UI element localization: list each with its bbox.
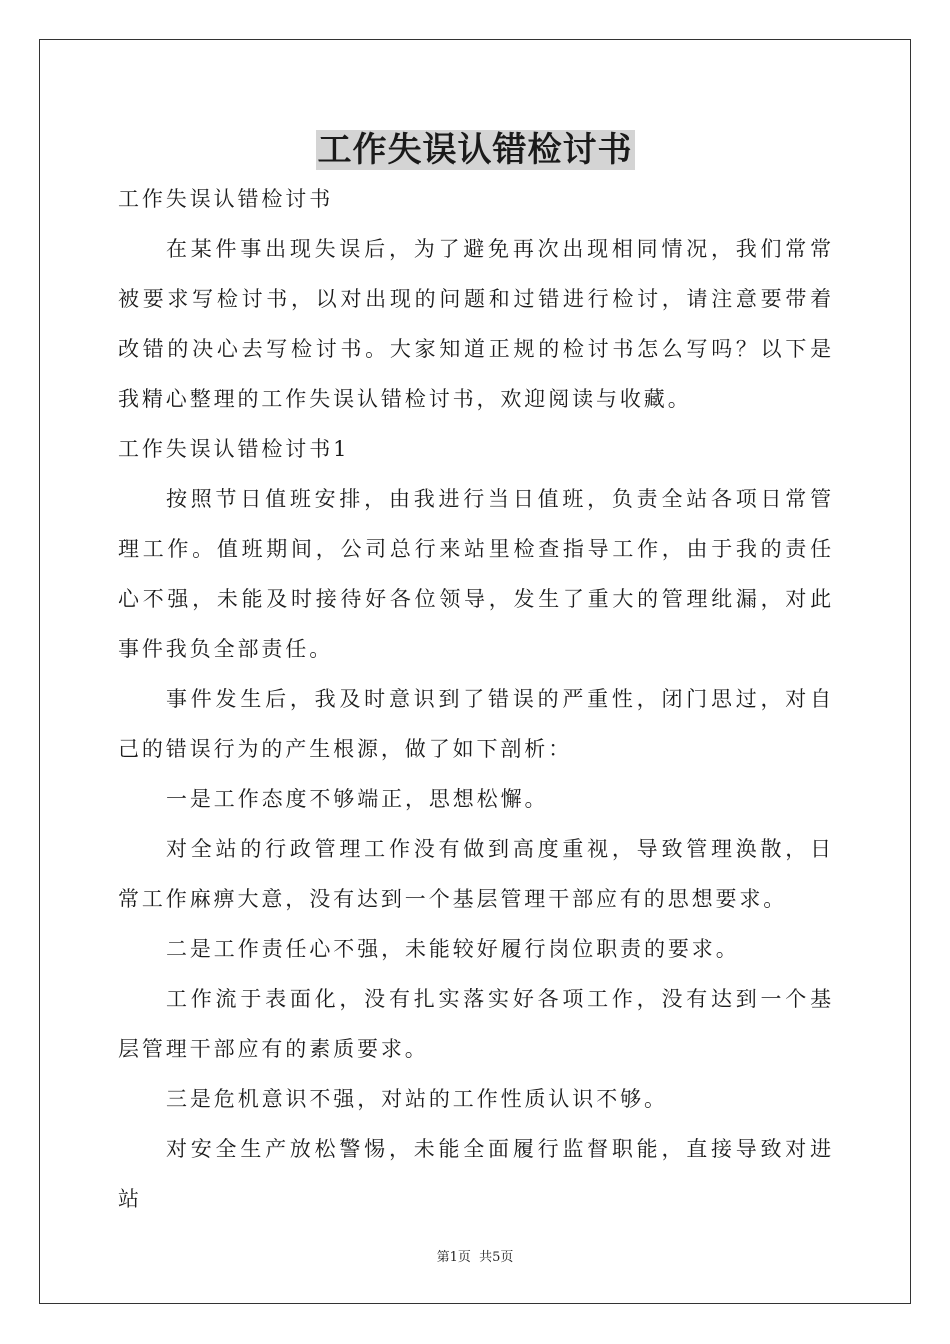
paragraph: 二是工作责任心不强，未能较好履行岗位职责的要求。 <box>166 937 740 961</box>
paragraph-subtitle: 工作失误认错检讨书 <box>118 187 334 211</box>
document-body <box>118 174 834 1224</box>
page-total: 共5页 <box>479 1250 514 1265</box>
paragraph: 一是工作态度不够端正，思想松懈。 <box>166 787 549 811</box>
paragraph-intro: 在某件事出现失误后，为了避免再次出现相同情况，我们常常被要求写检讨书，以对出现的问题和过错进行检讨，请注意要带着改错的决心去写检讨书。大家知道正规的检讨书怎么写吗？以下是我精心整理的工作失误认错检讨书，欢迎阅读与收藏。 <box>118 237 834 411</box>
paragraph: 对全站的行政管理工作没有做到高度重视，导致管理涣散，日常工作麻痹大意，没有达到一个基层管理干部应有的思想要求。 <box>118 837 834 911</box>
section-heading-1: 工作失误认错检讨书1 <box>118 437 350 461</box>
paragraph: 工作流于表面化，没有扎实落实好各项工作，没有达到一个基层管理干部应有的素质要求。 <box>118 987 834 1061</box>
paragraph: 按照节日值班安排，由我进行当日值班，负责全站各项日常管理工作。值班期间，公司总行来站里检查指导工作，由于我的责任心不强，未能及时接待好各位领导，发生了重大的管理纰漏，对此事件我负全部责任。 <box>118 487 834 661</box>
document-title <box>0 128 950 172</box>
page-footer <box>0 1246 950 1265</box>
document-title-text: 工作失误认错检讨书 <box>317 130 633 170</box>
paragraph: 三是危机意识不强，对站的工作性质认识不够。 <box>166 1087 668 1111</box>
paragraph: 对安全生产放松警惕，未能全面履行监督职能，直接导致对进站 <box>118 1137 834 1211</box>
page-number: 第1页 <box>436 1250 471 1265</box>
paragraph: 事件发生后，我及时意识到了错误的严重性，闭门思过，对自己的错误行为的产生根源，做了如下剖析： <box>118 687 834 761</box>
